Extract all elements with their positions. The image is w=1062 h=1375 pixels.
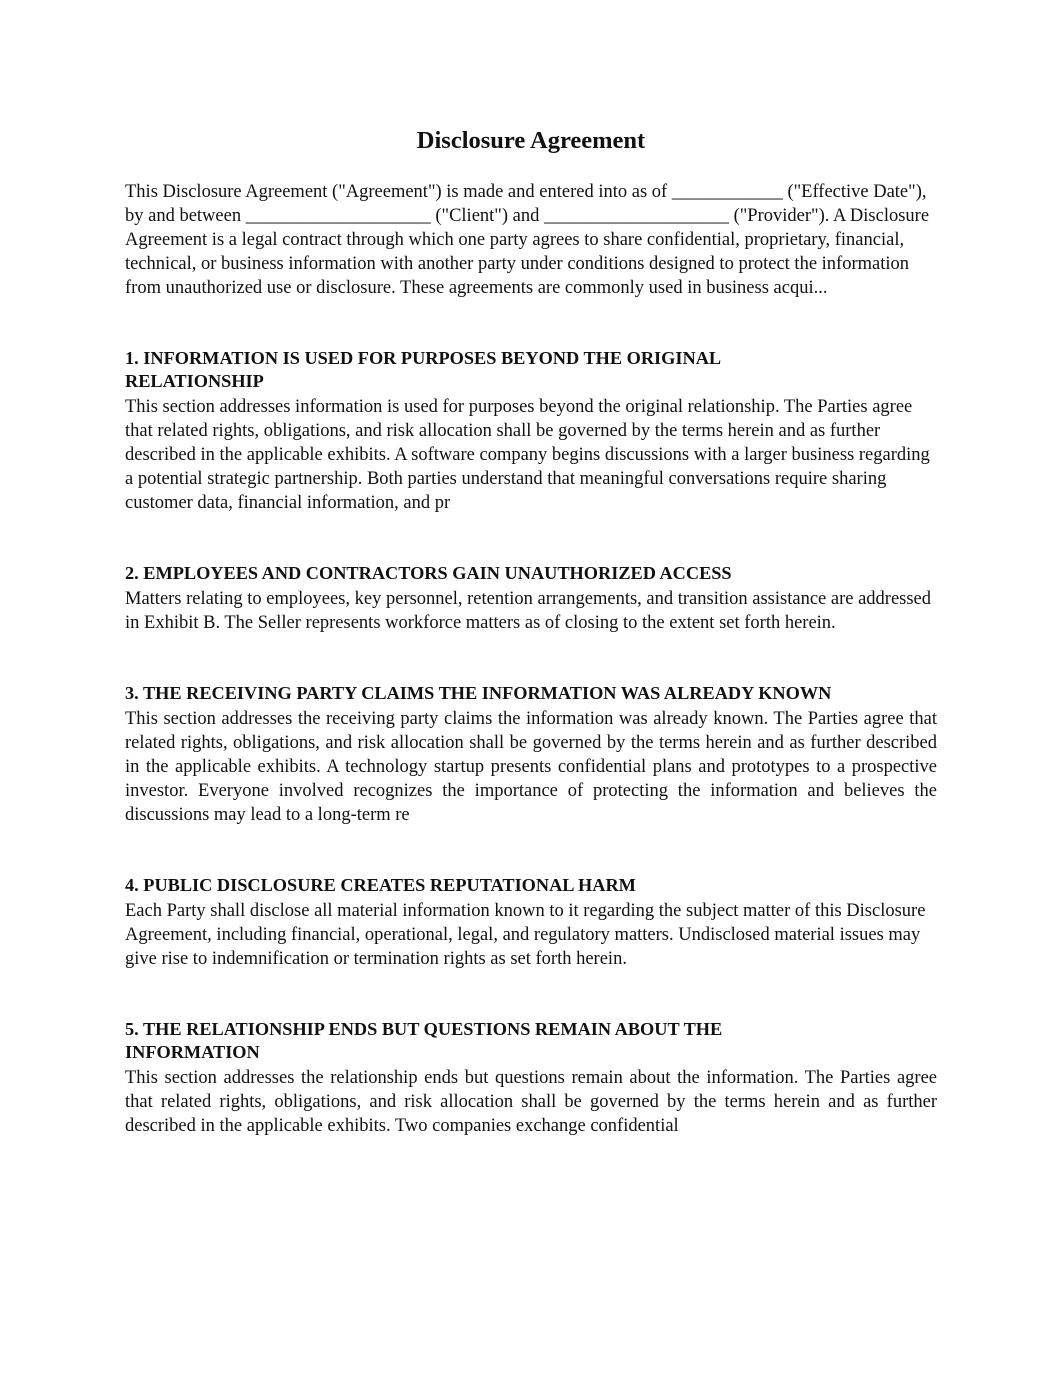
effective-date-blank: ____________ bbox=[671, 182, 783, 202]
section-heading: 4. PUBLIC DISCLOSURE CREATES REPUTATIONAL HARM bbox=[125, 875, 636, 895]
section-4 bbox=[125, 874, 937, 971]
section-1 bbox=[125, 347, 937, 515]
section-body: This section addresses information is used for purposes beyond the original relationship. The Parties agree that related rights, obligations, and risk allocation shall be governed by the terms herein and as further described in the applicable exhibits. A software company begins discussions with a larger business regarding a potential strategic partnership. Both parties understand that meaningful conversations require sharing customer data, financial information, and pr bbox=[125, 397, 930, 513]
section-3 bbox=[125, 682, 937, 827]
section-body: This section addresses the relationship ends but questions remain about the information. The Parties agree that related rights, obligations, and risk allocation shall be governed by the terms herein and as further described in the applicable exhibits. Two companies exchange confidential bbox=[125, 1068, 937, 1136]
intro-paragraph bbox=[125, 180, 937, 300]
section-5 bbox=[125, 1018, 937, 1138]
section-heading: 2. EMPLOYEES AND CONTRACTORS GAIN UNAUTHORIZED ACCESS bbox=[125, 563, 732, 583]
provider-name-blank: ____________________ bbox=[543, 206, 729, 226]
intro-text-3: ("Client") and bbox=[430, 206, 544, 226]
section-heading: 1. INFORMATION IS USED FOR PURPOSES BEYOND THE ORIGINAL RELATIONSHIP bbox=[125, 348, 721, 391]
section-2 bbox=[125, 562, 937, 635]
section-heading: 3. THE RECEIVING PARTY CLAIMS THE INFORMATION WAS ALREADY KNOWN bbox=[125, 683, 832, 703]
section-body: This section addresses the receiving party claims the information was already known. The Parties agree that related rights, obligations, and risk allocation shall be governed by the terms herein and as further described in the applicable exhibits. A technology startup presents confidential plans and prototypes to a prospective investor. Everyone involved recognizes the importance of protecting the information and believes the discussions may lead to a long-term re bbox=[125, 709, 937, 825]
intro-text-4: ("Provider"). A Disclosure Agreement is a legal contract through which one party agrees to share confidential, proprietary, financial, technical, or business information with another party under conditions designed to protect the information from unauthorized use or disclosure. These agreements are commonly used in business acqui... bbox=[125, 206, 930, 298]
intro-text-1: This Disclosure Agreement ("Agreement") is made and entered into as of bbox=[125, 182, 672, 202]
intro-text-2: ("Effective Date"), by and between bbox=[125, 182, 927, 226]
document-page bbox=[125, 124, 937, 1138]
client-name-blank: ____________________ bbox=[245, 206, 431, 226]
section-body: Matters relating to employees, key personnel, retention arrangements, and transition assistance are addressed in Exhibit B. The Seller represents workforce matters as of closing to the extent set forth herein. bbox=[125, 589, 932, 633]
section-heading: 5. THE RELATIONSHIP ENDS BUT QUESTIONS REMAIN ABOUT THE INFORMATION bbox=[125, 1019, 723, 1062]
document-title: Disclosure Agreement bbox=[416, 127, 646, 154]
section-body: Each Party shall disclose all material information known to it regarding the subject matter of this Disclosure Agreement, including financial, operational, legal, and regulatory matters. Undisclosed material issues may give rise to indemnification or termination rights as set forth herein. bbox=[125, 901, 926, 969]
